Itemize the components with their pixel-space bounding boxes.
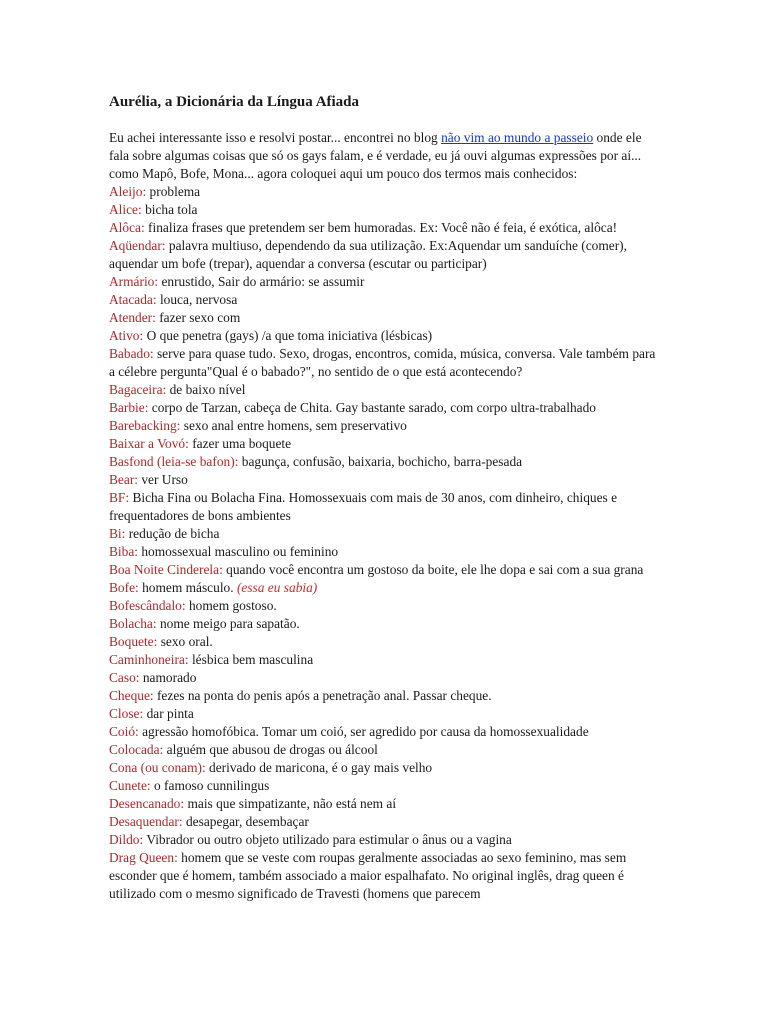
glossary-term: Bofescândalo: [109, 598, 186, 613]
glossary-entry [109, 381, 661, 399]
glossary-entry [109, 831, 661, 849]
glossary-definition: palavra multiuso, dependendo da sua utilização. Ex:Aquendar um sanduíche (comer), aquendar um bofe (trepar), aquendar a conversa (escutar ou participar) [109, 238, 627, 271]
glossary-entry [109, 687, 661, 705]
glossary-entry [109, 705, 661, 723]
glossary-entry [109, 633, 661, 651]
intro-paragraph [109, 129, 661, 183]
glossary-entry [109, 777, 661, 795]
glossary-entry [109, 723, 661, 741]
glossary-entry [109, 543, 661, 561]
glossary-term: Desaquendar: [109, 814, 183, 829]
glossary-entry [109, 759, 661, 777]
glossary-entry [109, 669, 661, 687]
glossary-entry [109, 453, 661, 471]
glossary-term: Cona (ou conam): [109, 760, 206, 775]
glossary-definition: sexo oral. [157, 634, 213, 649]
glossary-entry [109, 525, 661, 543]
glossary-list [109, 183, 661, 903]
glossary-definition: fazer uma boquete [188, 436, 292, 451]
glossary-term: Dildo: [109, 832, 144, 847]
glossary-definition: quando você encontra um gostoso da boite, ele lhe dopa e sai com a sua grana [222, 562, 644, 577]
glossary-entry [109, 435, 661, 453]
glossary-entry [109, 813, 661, 831]
glossary-term: Coió: [109, 724, 139, 739]
glossary-entry [109, 561, 661, 579]
glossary-term: Alôca: [109, 220, 145, 235]
glossary-definition: alguém que abusou de drogas ou álcool [163, 742, 378, 757]
intro-text-after: onde ele fala sobre algumas coisas que só os gays falam, e é verdade, eu já ouvi algumas expressões por aí... como Mapô, Bofe, Mona... agora coloquei aqui um pouco dos termos mais conhecidos: [109, 130, 642, 181]
glossary-term: Desencanado: [109, 796, 185, 811]
glossary-term: Basfond (leia-se bafon): [109, 454, 239, 469]
intro-text-before: Eu achei interessante isso e resolvi postar... encontrei no blog [109, 130, 442, 145]
glossary-definition: Bicha Fina ou Bolacha Fina. Homossexuais com mais de 30 anos, com dinheiro, chiques e frequentadores de bons ambientes [109, 490, 618, 523]
glossary-term: Atender: [109, 310, 156, 325]
glossary-definition: corpo de Tarzan, cabeça de Chita. Gay bastante sarado, com corpo ultra-trabalhado [148, 400, 596, 415]
glossary-definition: problema [146, 184, 201, 199]
glossary-term: Bolacha: [109, 616, 157, 631]
glossary-term: Bear: [109, 472, 138, 487]
glossary-definition: bagunça, confusão, baixaria, bochicho, barra-pesada [238, 454, 523, 469]
glossary-entry [109, 183, 661, 201]
glossary-definition: homem másculo. [138, 580, 237, 595]
glossary-term: Caso: [109, 670, 140, 685]
glossary-entry [109, 417, 661, 435]
glossary-term: Bi: [109, 526, 126, 541]
glossary-definition: derivado de maricona, é o gay mais velho [205, 760, 433, 775]
glossary-entry [109, 219, 661, 237]
glossary-term: Aqüendar: [109, 238, 166, 253]
glossary-definition: Vibrador ou outro objeto utilizado para estimular o ânus ou a vagina [143, 832, 512, 847]
blog-link[interactable]: não vim ao mundo a passeio [441, 130, 594, 145]
glossary-definition: fazer sexo com [155, 310, 241, 325]
glossary-term: Barebacking: [109, 418, 181, 433]
glossary-definition: enrustido, Sair do armário: se assumir [158, 274, 365, 289]
glossary-entry [109, 345, 661, 381]
glossary-definition: fezes na ponta do penis após a penetração anal. Passar cheque. [153, 688, 492, 703]
glossary-term: Barbie: [109, 400, 149, 415]
glossary-term: BF: [109, 490, 130, 505]
glossary-definition: ver Urso [138, 472, 188, 487]
glossary-term: Alice: [109, 202, 142, 217]
glossary-entry [109, 849, 661, 903]
glossary-term: Boa Noite Cinderela: [109, 562, 223, 577]
document-page [109, 92, 661, 903]
glossary-entry [109, 795, 661, 813]
glossary-entry [109, 597, 661, 615]
glossary-term: Boquete: [109, 634, 158, 649]
glossary-entry [109, 399, 661, 417]
glossary-definition: mais que simpatizante, não está nem aí [184, 796, 397, 811]
glossary-definition: de baixo nível [166, 382, 246, 397]
glossary-term: Caminhoneira: [109, 652, 189, 667]
glossary-definition: o famoso cunnilingus [150, 778, 270, 793]
glossary-term: Colocada: [109, 742, 164, 757]
glossary-definition: bicha tola [141, 202, 198, 217]
glossary-entry [109, 201, 661, 219]
glossary-term: Ativo: [109, 328, 144, 343]
glossary-definition: louca, nervosa [156, 292, 238, 307]
glossary-term: Drag Queen: [109, 850, 178, 865]
glossary-term: Cunete: [109, 778, 151, 793]
glossary-entry [109, 237, 661, 273]
glossary-note: (essa eu sabia) [236, 580, 318, 595]
glossary-entry [109, 471, 661, 489]
glossary-entry [109, 741, 661, 759]
glossary-definition: finaliza frases que pretendem ser bem humoradas. Ex: Você não é feia, é exótica, alôca! [144, 220, 618, 235]
glossary-definition: agressão homofóbica. Tomar um coió, ser agredido por causa da homossexualidade [138, 724, 589, 739]
glossary-term: Bofe: [109, 580, 139, 595]
glossary-definition: dar pinta [143, 706, 194, 721]
glossary-term: Armário: [109, 274, 159, 289]
glossary-definition: O que penetra (gays) /a que toma iniciativa (lésbicas) [143, 328, 433, 343]
glossary-term: Atacada: [109, 292, 157, 307]
glossary-term: Bagaceira: [109, 382, 167, 397]
glossary-term: Close: [109, 706, 144, 721]
glossary-term: Babado: [109, 346, 154, 361]
glossary-definition: homem que se veste com roupas geralmente associadas ao sexo feminino, mas sem esconder que é homem, também associado a maior espalhafato. No original inglês, drag queen é utilizado com o mesmo significado de Travesti (homens que parecem [109, 850, 627, 901]
glossary-term: Aleijo: [109, 184, 147, 199]
glossary-entry [109, 327, 661, 345]
glossary-definition: sexo anal entre homens, sem preservativo [180, 418, 407, 433]
glossary-definition: homossexual masculino ou feminino [138, 544, 339, 559]
glossary-entry [109, 291, 661, 309]
glossary-definition: homem gostoso. [185, 598, 277, 613]
page-title: Aurélia, a Dicionária da Língua Afiada [109, 94, 360, 110]
glossary-entry [109, 489, 661, 525]
glossary-term: Biba: [109, 544, 139, 559]
glossary-definition: namorado [139, 670, 197, 685]
glossary-term: Baixar a Vovó: [109, 436, 189, 451]
glossary-term: Cheque: [109, 688, 154, 703]
glossary-definition: serve para quase tudo. Sexo, drogas, encontros, comida, música, conversa. Vale também para a célebre pergunta"Qual é o babado?", no sentido de o que está acontecendo? [109, 346, 656, 379]
glossary-entry [109, 273, 661, 291]
glossary-entry [109, 579, 661, 597]
glossary-definition: lésbica bem masculina [188, 652, 314, 667]
glossary-definition: desapegar, desembaçar [182, 814, 309, 829]
glossary-entry [109, 309, 661, 327]
glossary-entry [109, 615, 661, 633]
glossary-entry [109, 651, 661, 669]
glossary-definition: nome meigo para sapatão. [156, 616, 300, 631]
glossary-definition: redução de bicha [125, 526, 220, 541]
